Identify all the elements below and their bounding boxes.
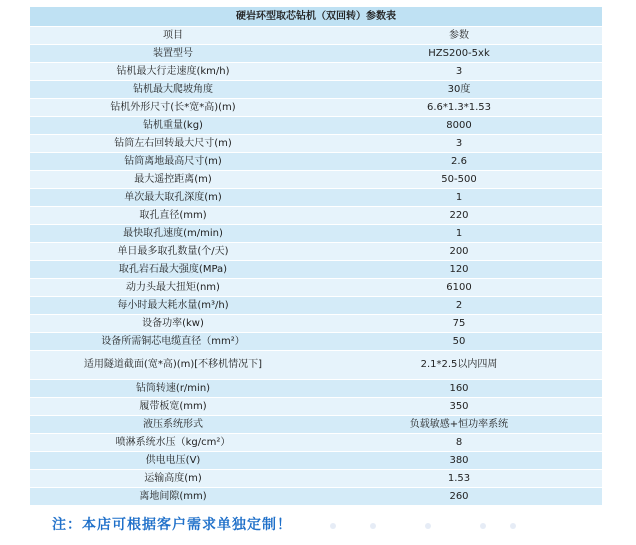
table-row xyxy=(30,225,602,243)
header-item: 项目 xyxy=(30,27,316,45)
row-item: 最快取孔速度(m/min) xyxy=(30,225,316,243)
row-value: 1 xyxy=(316,189,602,207)
table-row xyxy=(30,45,602,63)
table-row xyxy=(30,243,602,261)
table-row xyxy=(30,279,602,297)
row-item: 钻机最大行走速度(km/h) xyxy=(30,63,316,81)
row-value: 50-500 xyxy=(316,171,602,189)
row-value: 6.6*1.3*1.53 xyxy=(316,99,602,117)
row-value: 2 xyxy=(316,297,602,315)
table-row xyxy=(30,135,602,153)
row-item: 钻筒转速(r/min) xyxy=(30,380,316,398)
spec-table xyxy=(30,7,602,506)
row-value: 120 xyxy=(316,261,602,279)
row-value: 350 xyxy=(316,398,602,416)
row-value: 1 xyxy=(316,225,602,243)
row-item: 钻机最大爬坡角度 xyxy=(30,81,316,99)
row-value: 6100 xyxy=(316,279,602,297)
table-row xyxy=(30,117,602,135)
row-item: 每小时最大耗水量(m³/h) xyxy=(30,297,316,315)
row-value: 3 xyxy=(316,63,602,81)
table-row xyxy=(30,470,602,488)
spec-table-container xyxy=(30,7,602,506)
row-value: 200 xyxy=(316,243,602,261)
row-item: 设备所需铜芯电缆直径（mm²） xyxy=(30,333,316,351)
row-item: 装置型号 xyxy=(30,45,316,63)
table-title: 硬岩环型取芯钻机（双回转）参数表 xyxy=(30,7,602,27)
table-row xyxy=(30,398,602,416)
dot-decoration xyxy=(370,523,376,529)
row-item: 钻筒左右回转最大尺寸(m) xyxy=(30,135,316,153)
row-value: 75 xyxy=(316,315,602,333)
row-item: 钻机重量(kg) xyxy=(30,117,316,135)
table-row xyxy=(30,171,602,189)
dot-decoration xyxy=(425,523,431,529)
table-row xyxy=(30,297,602,315)
table-row xyxy=(30,416,602,434)
table-row xyxy=(30,315,602,333)
custom-order-note: 注：本店可根据客户需求单独定制！ xyxy=(52,517,292,533)
row-value: 8 xyxy=(316,434,602,452)
row-item: 适用隧道截面(宽*高)(m)[不移机情况下] xyxy=(30,351,316,380)
table-row xyxy=(30,452,602,470)
row-value: 380 xyxy=(316,452,602,470)
row-value: 3 xyxy=(316,135,602,153)
table-row xyxy=(30,434,602,452)
row-item: 离地间隙(mm) xyxy=(30,488,316,506)
row-value: 220 xyxy=(316,207,602,225)
table-row xyxy=(30,99,602,117)
dot-decoration xyxy=(330,523,336,529)
table-row xyxy=(30,333,602,351)
row-item: 履带板宽(mm) xyxy=(30,398,316,416)
row-item: 供电电压(V) xyxy=(30,452,316,470)
dot-decoration xyxy=(510,523,516,529)
table-header-row xyxy=(30,27,602,45)
row-value: HZS200-5xk xyxy=(316,45,602,63)
table-row xyxy=(30,380,602,398)
row-value: 260 xyxy=(316,488,602,506)
dot-decoration xyxy=(480,523,486,529)
row-item: 钻机外形尺寸(长*宽*高)(m) xyxy=(30,99,316,117)
table-row xyxy=(30,261,602,279)
row-value: 160 xyxy=(316,380,602,398)
row-item: 液压系统形式 xyxy=(30,416,316,434)
table-row xyxy=(30,488,602,506)
table-title-row xyxy=(30,7,602,27)
row-item: 单日最多取孔数量(个/天) xyxy=(30,243,316,261)
row-value: 2.1*2.5以内四周 xyxy=(316,351,602,380)
row-item: 动力头最大扭矩(nm) xyxy=(30,279,316,297)
table-row xyxy=(30,63,602,81)
row-value: 2.6 xyxy=(316,153,602,171)
row-value: 50 xyxy=(316,333,602,351)
table-row xyxy=(30,189,602,207)
row-value: 30度 xyxy=(316,81,602,99)
table-row xyxy=(30,351,602,380)
table-row xyxy=(30,81,602,99)
row-value: 8000 xyxy=(316,117,602,135)
row-item: 设备功率(kw) xyxy=(30,315,316,333)
row-item: 最大遥控距离(m) xyxy=(30,171,316,189)
table-row xyxy=(30,153,602,171)
row-item: 取孔直径(mm) xyxy=(30,207,316,225)
row-item: 运输高度(m) xyxy=(30,470,316,488)
row-item: 取孔岩石最大强度(MPa) xyxy=(30,261,316,279)
row-item: 单次最大取孔深度(m) xyxy=(30,189,316,207)
row-value: 负载敏感+恒功率系统 xyxy=(316,416,602,434)
table-row xyxy=(30,207,602,225)
row-item: 喷淋系统水压（kg/cm²） xyxy=(30,434,316,452)
row-value: 1.53 xyxy=(316,470,602,488)
row-item: 钻筒离地最高尺寸(m) xyxy=(30,153,316,171)
decorative-dots xyxy=(330,520,530,534)
header-value: 参数 xyxy=(316,27,602,45)
